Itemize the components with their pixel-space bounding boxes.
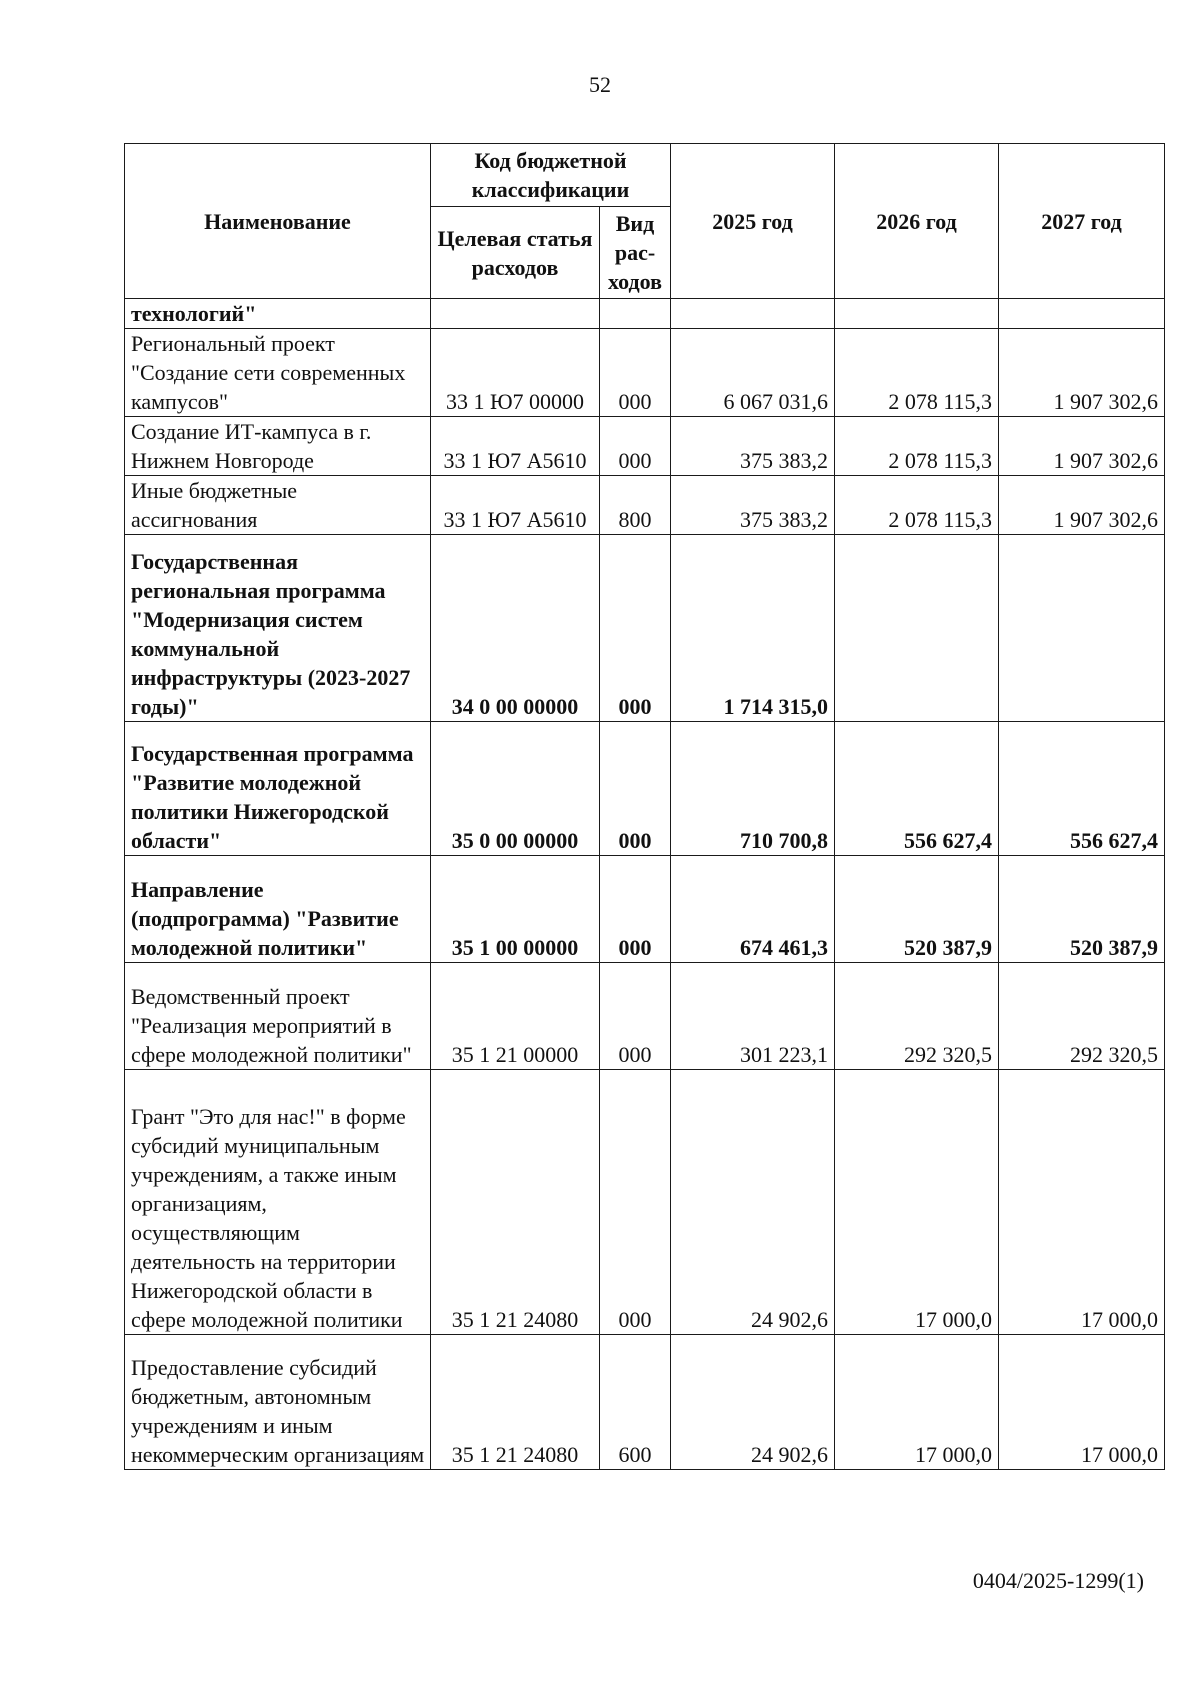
row-target-article: 35 1 21 24080 [431, 1335, 600, 1470]
row-amount-2025: 674 461,3 [671, 856, 835, 963]
row-amount-2025: 710 700,8 [671, 722, 835, 856]
header-expense-type: Вид рас- ходов [600, 207, 671, 299]
row-name: Грант "Это для нас!" в форме субсидий муниципальным учреждениям, а также иным организациям, осуществляющим деятельность на территории Нижегородской области в сфере молодежной политики [125, 1070, 431, 1335]
row-target-article: 35 1 21 00000 [431, 963, 600, 1070]
table-row [125, 476, 1165, 535]
table-row [125, 722, 1165, 856]
header-year-2026: 2026 год [835, 144, 999, 299]
row-amount-2025: 301 223,1 [671, 963, 835, 1070]
row-expense-type: 000 [600, 417, 671, 476]
row-target-article: 33 1 Ю7 А5610 [431, 476, 600, 535]
row-name: Создание ИТ-кампуса в г. Нижнем Новгороде [125, 417, 431, 476]
row-name: Государственная региональная программа "Модернизация систем коммунальной инфраструктуры (2023-2027 годы)" [125, 535, 431, 722]
row-name: Ведомственный проект "Реализация мероприятий в сфере молодежной политики" [125, 963, 431, 1070]
table-row [125, 963, 1165, 1070]
row-amount-2026: 292 320,5 [835, 963, 999, 1070]
row-expense-type: 000 [600, 1070, 671, 1335]
row-expense-type: 600 [600, 1335, 671, 1470]
row-amount-2026: 2 078 115,3 [835, 476, 999, 535]
row-amount-2027: 556 627,4 [999, 722, 1165, 856]
row-amount-2025: 375 383,2 [671, 476, 835, 535]
table-header [125, 144, 1165, 299]
row-amount-2026: 2 078 115,3 [835, 417, 999, 476]
row-name: Региональный проект "Создание сети современных кампусов" [125, 329, 431, 417]
row-amount-2026: 520 387,9 [835, 856, 999, 963]
row-amount-2025: 24 902,6 [671, 1070, 835, 1335]
row-target-article [431, 299, 600, 329]
page-number: 52 [589, 72, 611, 97]
row-expense-type: 800 [600, 476, 671, 535]
row-amount-2027: 292 320,5 [999, 963, 1165, 1070]
header-name: Наименование [125, 144, 431, 299]
row-amount-2027: 1 907 302,6 [999, 417, 1165, 476]
row-expense-type: 000 [600, 963, 671, 1070]
row-amount-2026: 17 000,0 [835, 1335, 999, 1470]
row-amount-2026: 2 078 115,3 [835, 329, 999, 417]
table-row [125, 1070, 1165, 1335]
header-target-article: Целевая статья расходов [431, 207, 600, 299]
row-name: технологий" [125, 299, 431, 329]
row-amount-2026: 556 627,4 [835, 722, 999, 856]
row-target-article: 35 1 00 00000 [431, 856, 600, 963]
header-year-2027: 2027 год [999, 144, 1165, 299]
row-amount-2025: 24 902,6 [671, 1335, 835, 1470]
table-body [125, 299, 1165, 1470]
row-target-article: 35 0 00 00000 [431, 722, 600, 856]
row-target-article: 35 1 21 24080 [431, 1070, 600, 1335]
row-target-article: 33 1 Ю7 00000 [431, 329, 600, 417]
row-name: Государственная программа "Развитие молодежной политики Нижегородской области" [125, 722, 431, 856]
row-amount-2027 [999, 535, 1165, 722]
row-expense-type: 000 [600, 722, 671, 856]
header-year-2025: 2025 год [671, 144, 835, 299]
row-amount-2027: 17 000,0 [999, 1070, 1165, 1335]
row-expense-type [600, 299, 671, 329]
row-amount-2027 [999, 299, 1165, 329]
row-amount-2025: 375 383,2 [671, 417, 835, 476]
budget-table [124, 143, 1165, 1470]
table-row [125, 856, 1165, 963]
row-amount-2027: 1 907 302,6 [999, 329, 1165, 417]
document-number: 0404/2025-1299(1) [972, 1568, 1144, 1593]
row-amount-2027: 1 907 302,6 [999, 476, 1165, 535]
row-name: Иные бюджетные ассигнования [125, 476, 431, 535]
row-name: Предоставление субсидий бюджетным, автономным учреждениям и иным некоммерческим организациям [125, 1335, 431, 1470]
row-amount-2026: 17 000,0 [835, 1070, 999, 1335]
table-row [125, 329, 1165, 417]
row-amount-2026 [835, 299, 999, 329]
table-row [125, 299, 1165, 329]
header-kbk: Код бюджетной классификации [431, 144, 671, 207]
row-amount-2026 [835, 535, 999, 722]
row-target-article: 34 0 00 00000 [431, 535, 600, 722]
row-amount-2025: 6 067 031,6 [671, 329, 835, 417]
row-expense-type: 000 [600, 856, 671, 963]
row-name: Направление (подпрограмма) "Развитие молодежной политики" [125, 856, 431, 963]
row-expense-type: 000 [600, 329, 671, 417]
row-amount-2025: 1 714 315,0 [671, 535, 835, 722]
row-amount-2025 [671, 299, 835, 329]
row-amount-2027: 520 387,9 [999, 856, 1165, 963]
row-amount-2027: 17 000,0 [999, 1335, 1165, 1470]
table-row [125, 1335, 1165, 1470]
table-row [125, 535, 1165, 722]
row-target-article: 33 1 Ю7 А5610 [431, 417, 600, 476]
row-expense-type: 000 [600, 535, 671, 722]
table-row [125, 417, 1165, 476]
